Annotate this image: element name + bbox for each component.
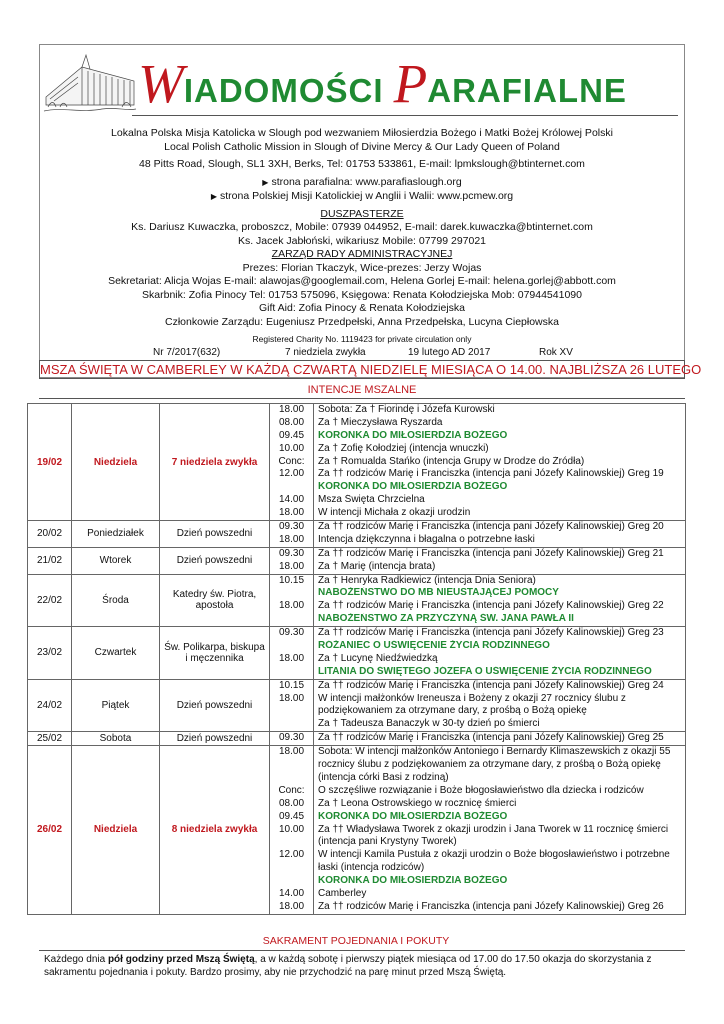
mass-time: 18.00 [278,404,305,415]
mission-name-pl: Lokalna Polska Misja Katolicka w Slough pod wezwaniem Miłosierdzia Bożego i Matki Bożej Królowej Polski [111,127,613,139]
mass-time [274,587,309,600]
intention-line: Intencja dziękczynna i błagalna o potrzebne łaski [318,533,535,545]
intention-line: (intencja córki Basi z rodziną) [318,771,449,783]
intention-line: Za † Leona Ostrowskiego w rocznicę śmierci [318,797,517,809]
mass-time: 10.00 [278,442,305,454]
church-logo [42,47,138,119]
camberley-banner: MSZA ŚWIĘTA W CAMBERLEY W KAŻDĄ CZWARTĄ NIEDZIELĘ MIESIĄCA O 14.00. NAJBLIŻSZA 26 LUTEGO [40,362,702,377]
day-name: Niedziela [72,746,160,915]
issue-date: 19 lutego AD 2017 [408,347,491,358]
priest-1: Ks. Dariusz Kuwaczka, proboszcz, Mobile: 07939 044952, E-mail: darek.kuwaczka@btinternet.com [131,221,593,233]
mass-time: 14.00 [278,887,305,899]
day-feast: Dzień powszedni [160,547,270,574]
day-name: Piątek [72,679,160,732]
mass-intentions [314,732,686,746]
intention-line: NABOŻEŃSTWO DO MB NIEUSTAJĄCEJ POMOCY [318,587,559,599]
intention-line: (intencja pani Krystyny Tworek) [318,836,457,848]
intention-line: Sobota: W intencji małżonków Antoniego i Bernardy Klimaszewskich z okazji 55 [318,746,671,758]
board-line: Prezes: Florian Tkaczyk, Wice-prezes: Jerzy Wojas [242,262,482,274]
intention-line: Za † Zofię Kołodziej (intencja wnuczki) [318,442,489,454]
intention-line: RÓŻANIEC O UŚWIĘCENIE ŻYCIA RODZINNEGO [318,640,550,652]
day-feast: 7 niedziela zwykła [160,404,270,521]
day-name: Niedziela [72,404,160,521]
mass-times [270,404,314,521]
mass-time: 09.30 [278,547,305,559]
day-row [28,547,686,574]
issue-number: Nr 7/2017(632) [153,347,221,358]
mass-times [270,679,314,732]
day-date: 22/02 [28,574,72,627]
intention-line: Za †† rodziców Marię i Franciszka (intencja pani Józefy Kalinowskiej) Greg 26 [318,900,664,912]
mass-intentions [314,679,686,732]
intention-line: Sobota: Za † Fiorindę i Józefa Kurowski [318,404,495,415]
mass-times [270,627,314,680]
charity-note: Registered Charity No. 1119423 for private circulation only [252,334,472,344]
intention-line: W intencji Michała z okazji urodzin [318,507,471,519]
mass-time: 18.00 [278,600,305,612]
day-row [28,404,686,521]
board-line: Gift Aid: Zofia Pinocy & Renata Kołodziejska [258,302,466,314]
board-line: Członkowie Zarządu: Eugeniusz Przedpełski, Anna Przedpełska, Lucyna Ciepłowska [165,316,559,328]
newsletter-title: WIADOMOŚCI PARAFIALNE [138,53,627,114]
intention-line: KORONKA DO MIŁOSIERDZIA BOŻEGO [318,875,508,887]
intention-line: KORONKA DO MIŁOSIERDZIA BOŻEGO [318,429,508,441]
day-feast: Dzień powszedni [160,679,270,732]
divider [39,950,685,951]
intention-line: Za †† rodziców Marię i Franciszka (intencja pani Józefy Kalinowskiej) Greg 19 [318,468,664,480]
board-line: Skarbnik: Zofia Pinocy Tel: 01753 575096, Księgowa: Renata Kołodziejska Mob: 07944541090 [142,289,582,301]
day-row [28,746,686,915]
mass-time [274,666,309,679]
day-row [28,679,686,732]
intention-line: Za †† rodziców Marię i Franciszka (intencja pani Józefy Kalinowskiej) Greg 21 [318,547,664,559]
day-name: Poniedziałek [72,521,160,548]
mass-time: 09.45 [278,429,305,441]
intention-line: rocznicy ślubu z podziękowaniem za otrzymane dary, z prośbą o Bożą opiekę [318,759,661,771]
day-date: 21/02 [28,547,72,574]
intencje-heading: INTENCJE MSZALNE [307,384,417,396]
intention-line: Za †† rodziców Marię i Franciszka (intencja pani Józefy Kalinowskiej) Greg 22 [318,600,664,612]
day-row [28,732,686,746]
mass-time: 18.00 [278,652,305,664]
intention-line: NABOŻEŃSTWO ZA PRZYCZYNĄ ŚW. JANA PAWŁA II [318,613,574,625]
day-date: 24/02 [28,679,72,732]
intention-line: łaski (intencja rodziców) [318,862,425,874]
mass-time: 18.00 [278,533,305,545]
intention-line: Msza Święta Chrzcielna [318,494,425,506]
mass-time: 10.15 [278,679,305,691]
mass-time: 18.00 [278,746,305,758]
mass-time [274,613,309,626]
mass-intentions [314,521,686,548]
mass-times [270,732,314,746]
parish-website[interactable]: ▶ strona parafialna: www.parafiaslough.org [262,176,462,188]
mass-time [274,718,309,731]
mass-time [274,836,309,849]
day-row [28,574,686,627]
intention-line: Za †† rodziców Marię i Franciszka (intencja pani Józefy Kalinowskiej) Greg 25 [318,732,664,744]
day-name: Środa [72,574,160,627]
arrow-right-icon: ▶ [262,178,269,187]
intention-line: Za † Marię (intencja brata) [318,560,436,572]
intention-line: Za † Mieczysława Ryszarda [318,416,443,428]
mass-times [270,746,314,915]
intention-line: KORONKA DO MIŁOSIERDZIA BOŻEGO [318,810,508,822]
mass-intentions [314,574,686,627]
mass-time: Conc: [278,455,305,467]
duszpasterze-heading: DUSZPASTERZE [320,208,404,220]
mass-time: 10.15 [278,574,305,586]
mass-time: 12.00 [278,849,305,861]
arrow-right-icon: ▶ [210,192,218,201]
mass-intentions [314,547,686,574]
day-name: Sobota [72,732,160,746]
issue-year: Rok XV [539,347,573,358]
mass-intentions [314,404,686,521]
intention-line: O szczęśliwe rozwiązanie i Boże błogosławieństwo dla dziecka i rodziców [318,784,644,796]
mass-time: 09.45 [278,810,305,822]
day-name: Wtorek [72,547,160,574]
mass-time: 09.30 [278,521,305,533]
sakrament-heading: SAKRAMENT POJEDNANIA I POKUTY [262,935,450,947]
day-date: 26/02 [28,746,72,915]
mass-intentions [314,627,686,680]
intention-line: Za † Henryka Radkiewicz (intencja Dnia Seniora) [318,574,536,586]
day-feast: Dzień powszedni [160,521,270,548]
intention-line: W intencji małżonków Ireneusza i Bożeny z okazji 27 rocznicy ślubu z [318,692,626,704]
intention-line: KORONKA DO MIŁOSIERDZIA BOŻEGO [318,481,508,493]
intention-line: podziękowaniem za otrzymane dary, z prośbą o Bożą opiekę [318,705,587,717]
day-feast: 8 niedziela zwykła [160,746,270,915]
issue-sunday: 7 niedziela zwykła [285,347,366,358]
mass-intentions [314,746,686,915]
mass-time: 18.00 [278,900,305,912]
intention-line: Za †† rodziców Marię i Franciszka (intencja pani Józefy Kalinowskiej) Greg 23 [318,627,664,639]
mass-time: 10.00 [278,823,305,835]
mass-time [274,640,309,653]
intention-line: Za †† rodziców Marię i Franciszka (intencja pani Józefy Kalinowskiej) Greg 24 [318,679,664,691]
mass-time: 08.00 [278,416,305,428]
zarzad-heading: ZARZĄD RADY ADMINISTRACYJNEJ [271,248,453,260]
intention-line: Za †† rodziców Marię i Franciszka (intencja pani Józefy Kalinowskiej) Greg 20 [318,521,664,533]
intention-line: LITANIA DO ŚWIĘTEGO JÓZEFA O UŚWIĘCENIE ŻYCIA RODZINNEGO [318,665,652,677]
mass-times [270,547,314,574]
mass-time [274,772,309,785]
title-underline [132,115,678,116]
intention-line: Za † Tadeusza Banaczyk w 30-ty dzień po śmierci [318,718,540,730]
mass-time: 18.00 [278,692,305,704]
mass-time [274,759,309,772]
day-name: Czwartek [72,627,160,680]
mass-intentions-table [27,403,686,915]
intention-line: Za †† Władysława Tworek z okazji urodzin i Jana Tworek w 11 rocznicę śmierci [318,823,669,835]
sakrament-paragraph: Każdego dnia pół godziny przed Mszą Świętą, a w każdą sobotę i pierwszy piątek miesiąca od 17.00 do 17.50 okazja do skorzystania z sakramentu pojednania i pokuty. Bardzo prosimy, aby nie przychodzić na parę minut przed Mszą Świętą. [44,954,652,978]
mass-times [270,521,314,548]
intention-line: Za † Romualda Stańko (intencja Grupy w Drodze do Źródła) [318,455,585,467]
mass-time [274,875,309,888]
day-row [28,627,686,680]
mass-time [274,705,309,718]
intention-line: W intencji Kamila Pustuła z okazji urodzin o Boże błogosławieństwo i potrzebne [318,849,670,861]
divider [39,398,685,399]
mass-time: 18.00 [278,560,305,572]
day-date: 20/02 [28,521,72,548]
day-feast: Św. Polikarpa, biskupa i męczennika [160,627,270,680]
mass-time [274,481,309,494]
mass-times [270,574,314,627]
day-date: 19/02 [28,404,72,521]
pcmew-website[interactable]: ▶ strona Polskiej Misji Katolickiej w Anglii i Walii: www.pcmew.org [210,190,514,202]
day-date: 25/02 [28,732,72,746]
day-date: 23/02 [28,627,72,680]
day-row [28,521,686,548]
intention-line: Camberley [318,887,367,899]
board-line: Sekretariat: Alicja Wojas E-mail: alawojas@googlemail.com, Helena Gorlej E-mail: helena.gorlej@abbott.com [108,275,616,287]
mass-time: 09.30 [278,732,305,744]
mass-time: 12.00 [278,468,305,480]
mission-name-en: Local Polish Catholic Mission in Slough of Divine Mercy & Our Lady Queen of Poland [164,141,560,153]
mass-time: 14.00 [278,494,305,506]
priest-2: Ks. Jacek Jabłoński, wikariusz Mobile: 07799 297021 [237,235,487,247]
day-feast: Katedry św. Piotra, apostoła [160,574,270,627]
mission-address: 48 Pitts Road, Slough, SL1 3XH, Berks, Tel: 01753 533861, E-mail: lpmkslough@btinternet.com [139,158,585,170]
mass-time: Conc: [278,784,305,796]
mass-time: 09.30 [278,627,305,639]
intention-line: Za † Lucynę Niedźwiedzką [318,652,438,664]
mass-time: 08.00 [278,797,305,809]
day-feast: Dzień powszedni [160,732,270,746]
mass-time [274,862,309,875]
mass-time: 18.00 [278,507,305,519]
